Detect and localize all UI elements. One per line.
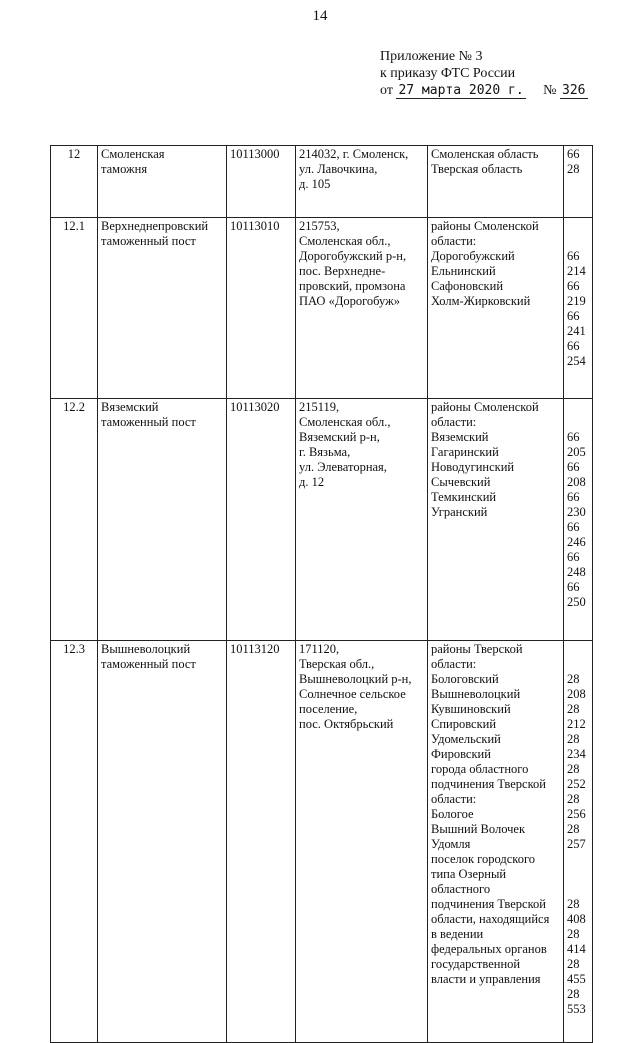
page-number: 14 (312, 8, 328, 24)
row-number: 12.2 (51, 398, 98, 611)
customs-address: 215753, Смоленская обл., Дорогобужский р-н, пос. Верхнедне- провский, промзона ПАО «Дорогобуж» (296, 218, 428, 371)
order-date: 27 марта 2020 г. (398, 83, 524, 98)
service-area: районы Смоленской области: Вяземский Гагаринский Новодугинский Сычевский Темкинский Угранский (428, 398, 564, 611)
appendix-order-reference: к приказу ФТС России (380, 66, 516, 81)
service-area: районы Смоленской области: Дорогобужский Ельнинский Сафоновский Холм-Жирковский (428, 218, 564, 371)
row-number: 12 (51, 146, 98, 194)
okato-codes: 28 208 28 212 28 234 28 252 28 256 28 257 28 408 28 414 28 455 28 553 (564, 641, 593, 1019)
customs-address: 215119, Смоленская обл., Вяземский р-н, г. Вязьма, ул. Элеваторная, д. 12 (296, 398, 428, 611)
customs-code: 10113010 (227, 218, 296, 371)
date-prefix: от (380, 83, 393, 98)
order-number: 326 (562, 83, 586, 98)
customs-code: 10113000 (227, 146, 296, 194)
row-spacer (51, 1018, 593, 1043)
service-area: районы Тверской области: Бологовский Вышневолоцкий Кувшиновский Спировский Удомельский Фировский города областного подчинения Тверской области: Бологое Вышний Волочек Удомля поселок городского типа Озерный областного подчинения Тверской области, находящийся в ведении федеральных органов государственной власти и управления (428, 641, 564, 1019)
customs-name: Смоленская таможня (98, 146, 227, 194)
okato-codes: 66 214 66 219 66 241 66 254 (564, 218, 593, 371)
row-number: 12.3 (51, 641, 98, 1019)
row-number: 12.1 (51, 218, 98, 371)
row-spacer (51, 370, 593, 398)
number-prefix: № (543, 83, 557, 98)
table-row (51, 218, 593, 371)
appendix-header (380, 48, 588, 99)
okato-codes: 66 205 66 208 66 230 66 246 66 248 66 250 (564, 398, 593, 611)
appendix-title: Приложение № 3 (380, 49, 483, 64)
table-row (51, 146, 593, 194)
customs-name: Вяземский таможенный пост (98, 398, 227, 611)
customs-address: 171120, Тверская обл., Вышневолоцкий р-н, Солнечное сельское поселение, пос. Октябрьский (296, 641, 428, 1019)
customs-code: 10113020 (227, 398, 296, 611)
okato-codes: 66 28 (564, 146, 593, 194)
customs-name: Вышневолоцкий таможенный пост (98, 641, 227, 1019)
appendix-date-line (380, 82, 588, 99)
table-row (51, 398, 593, 611)
row-spacer (51, 611, 593, 641)
row-spacer (51, 193, 593, 218)
customs-posts-table (50, 145, 593, 1043)
service-area: Смоленская область Тверская область (428, 146, 564, 194)
customs-code: 10113120 (227, 641, 296, 1019)
customs-address: 214032, г. Смоленск, ул. Лавочкина, д. 105 (296, 146, 428, 194)
customs-name: Верхнеднепровский таможенный пост (98, 218, 227, 371)
table-row (51, 641, 593, 1019)
